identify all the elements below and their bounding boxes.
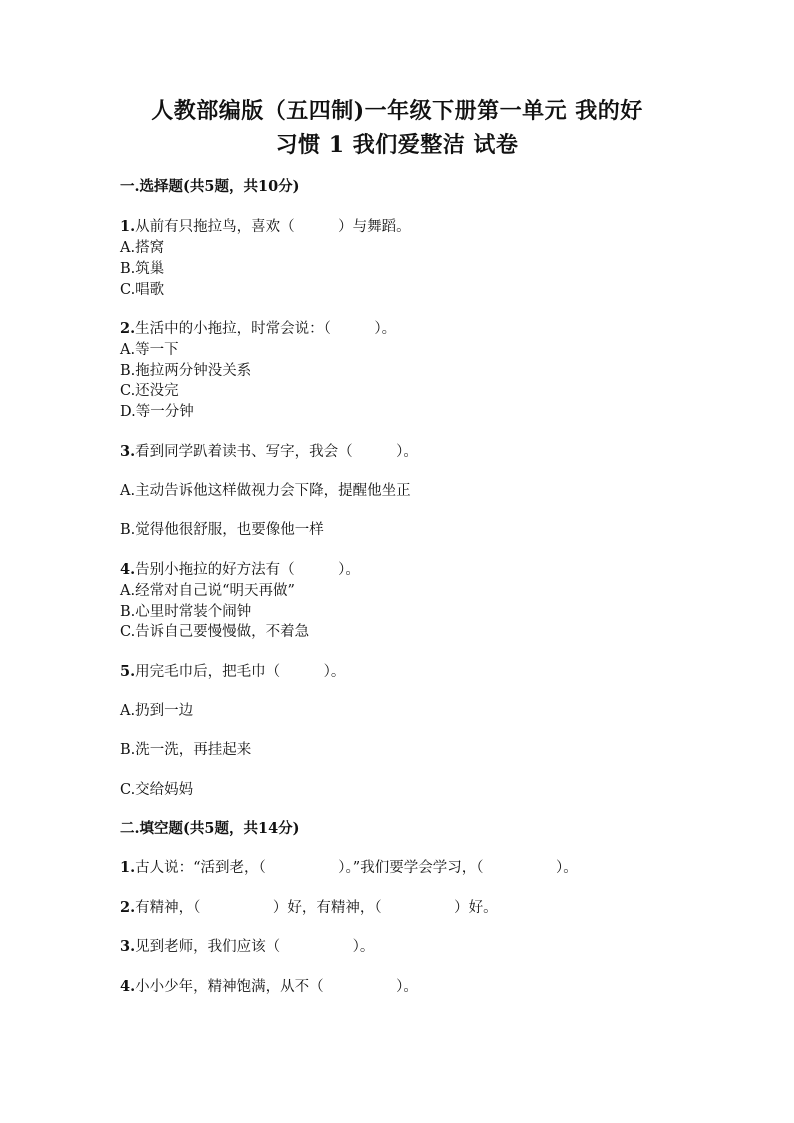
option-q1-a: A.搭窝: [120, 240, 165, 256]
exam-title-line-1: 人教部编版（五四制)一年级下册第一单元 我的好: [151, 98, 643, 124]
section-heading-choice: 一.选择题(共5题，共10分): [120, 178, 300, 195]
question-text: 告别小拖拉的好方法有（ ）。: [135, 562, 360, 578]
question-text: 小小少年，精神饱满，从不（ ）。: [135, 979, 418, 995]
option-q2-a: A.等一下: [120, 342, 179, 358]
question-number: 5.: [120, 663, 136, 680]
question-text: 见到老师，我们应该（ ）。: [135, 939, 375, 955]
option-q4-b: B.心里时常装个闹钟: [120, 604, 252, 620]
option-q4-c: C.告诉自己要慢慢做，不着急: [120, 624, 310, 640]
question-number: 4.: [120, 561, 136, 578]
exam-title-line-2: 习惯 1 我们爱整洁 试卷: [275, 132, 519, 158]
question-fill-2: [120, 898, 498, 918]
question-text: 用完毛巾后，把毛巾（ ）。: [135, 664, 346, 680]
section-heading-fill-in: 二.填空题(共5题，共14分): [120, 820, 300, 837]
question-number: 1.: [120, 218, 136, 235]
question-number: 3.: [120, 443, 136, 460]
question-text: 看到同学趴着读书、写字，我会（ ）。: [135, 444, 418, 460]
question-number: 4.: [120, 978, 136, 995]
question-fill-4: [120, 977, 418, 997]
option-q5-a: A.扔到一边: [120, 703, 194, 719]
question-number: 1.: [120, 859, 136, 876]
option-q2-c: C.还没完: [120, 383, 179, 399]
question-choice-2: [120, 319, 396, 339]
option-q1-b: B.筑巢: [120, 261, 165, 277]
question-text: 生活中的小拖拉，时常会说：（ ）。: [135, 321, 397, 337]
question-text: 有精神，（ ）好，有精神，（ ）好。: [135, 900, 498, 916]
question-choice-1: [120, 217, 411, 237]
question-choice-3: [120, 442, 418, 462]
option-q5-b: B.洗一洗，再挂起来: [120, 742, 252, 758]
question-text: 从前有只拖拉鸟，喜欢（ ）与舞蹈。: [135, 219, 411, 235]
question-fill-3: [120, 937, 374, 957]
question-text: 古人说：“活到老，（ ）。”我们要学会学习，（ ）。: [135, 860, 578, 876]
option-q2-b: B.拖拉两分钟没关系: [120, 363, 252, 379]
question-fill-1: [120, 858, 578, 878]
option-q1-c: C.唱歌: [120, 282, 165, 298]
option-q5-c: C.交给妈妈: [120, 782, 194, 798]
question-number: 2.: [120, 320, 136, 337]
option-q2-d: D.等一分钟: [120, 404, 194, 420]
option-q3-b: B.觉得他很舒服，也要像他一样: [120, 522, 324, 538]
option-q4-a: A.经常对自己说“明天再做”: [120, 583, 295, 599]
question-choice-4: [120, 560, 360, 580]
question-number: 2.: [120, 899, 136, 916]
question-number: 3.: [120, 938, 136, 955]
question-choice-5: [120, 662, 345, 682]
option-q3-a: A.主动告诉他这样做视力会下降，提醒他坐正: [120, 483, 411, 499]
